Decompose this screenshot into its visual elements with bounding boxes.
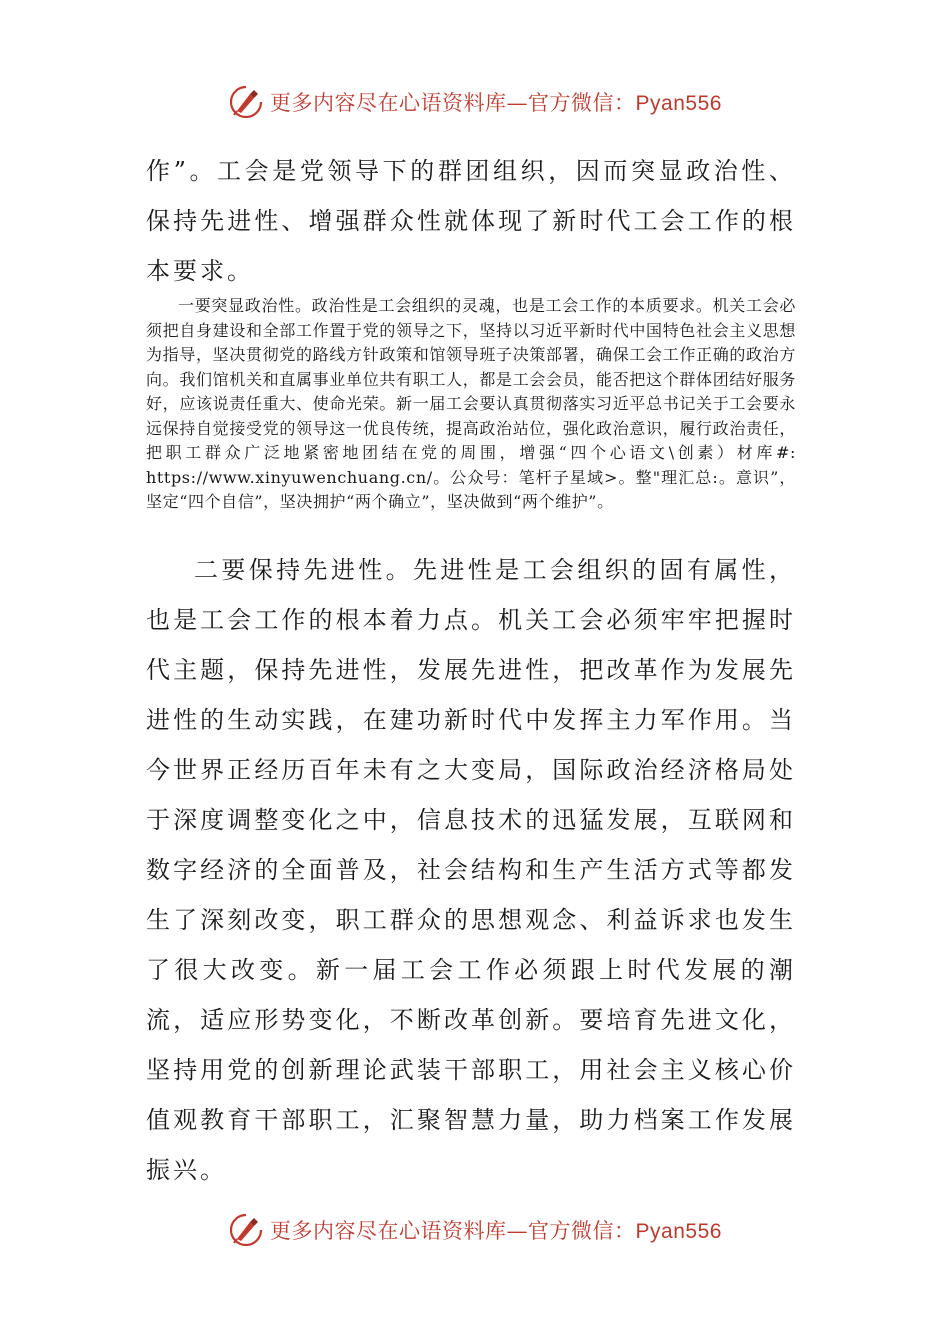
paragraph-1-text: 作”。工会是党领导下的群团组织，因而突显政治性、保持先进性、增强群众性就体现了新时代工会工作的根本要求。: [146, 157, 796, 285]
paragraph-2-text: 一要突显政治性。政治性是工会组织的灵魂，也是工会工作的本质要求。机关工会必须把自身建设和全部工作置于党的领导之下，坚持以习近平新时代中国特色社会主义思想为指导，坚决贯彻党的路线方针政策和馆领导班子决策部署，确保工会工作正确的政治方向。我们馆机关和直属事业单位共有职工人，都是工会会员，能否把这个群体团结好服务好，应该说责任重大、使命光荣。新一届工会要认真贯彻落实习近平总书记关于工会要永远保持自觉接受党的领导这一优良传统，提高政治站位，强化政治意识，履行政治责任，把职工群众广泛地紧密地团结在党的周围，增强“四个心语文\创素）材库#: https://www.xinyuwenchuang.cn/。公众号：笔杆子星域>。整"理汇总:。意识”，坚定“四个自信”，坚决拥护“两个确立”，坚决做到“两个维护”。: [146, 296, 796, 511]
header-banner-text: 更多内容尽在心语资料库—官方微信：Pyan556: [270, 91, 722, 115]
pen-nib-logo-icon: [228, 1212, 264, 1248]
document-paragraph-1: [146, 146, 796, 296]
paragraph-3-text: 二要保持先进性。先进性是工会组织的固有属性，也是工会工作的根本着力点。机关工会必须牢牢把握时代主题，保持先进性，发展先进性，把改革作为发展先进性的生动实践，在建功新时代中发挥主力军作用。当今世界正经历百年未有之大变局，国际政治经济格局处于深度调整变化之中，信息技术的迅猛发展，互联网和数字经济的全面普及，社会结构和生产生活方式等都发生了深刻改变，职工群众的思想观念、利益诉求也发生了很大改变。新一届工会工作必须跟上时代发展的潮流，适应形势变化，不断改革创新。要培育先进文化，坚持用党的创新理论武装干部职工，用社会主义核心价值观教育干部职工，汇聚智慧力量，助力档案工作发展振兴。: [146, 556, 796, 1184]
header-banner: [0, 80, 950, 124]
pen-nib-logo-icon: [228, 84, 264, 120]
document-paragraph-2: [146, 294, 796, 515]
header-wechat-id: Pyan556: [635, 92, 722, 115]
footer-banner: [0, 1208, 950, 1252]
footer-banner-text: 更多内容尽在心语资料库—官方微信：Pyan556: [270, 1219, 722, 1243]
document-paragraph-3: [146, 545, 796, 1195]
footer-wechat-id: Pyan556: [635, 1220, 722, 1243]
